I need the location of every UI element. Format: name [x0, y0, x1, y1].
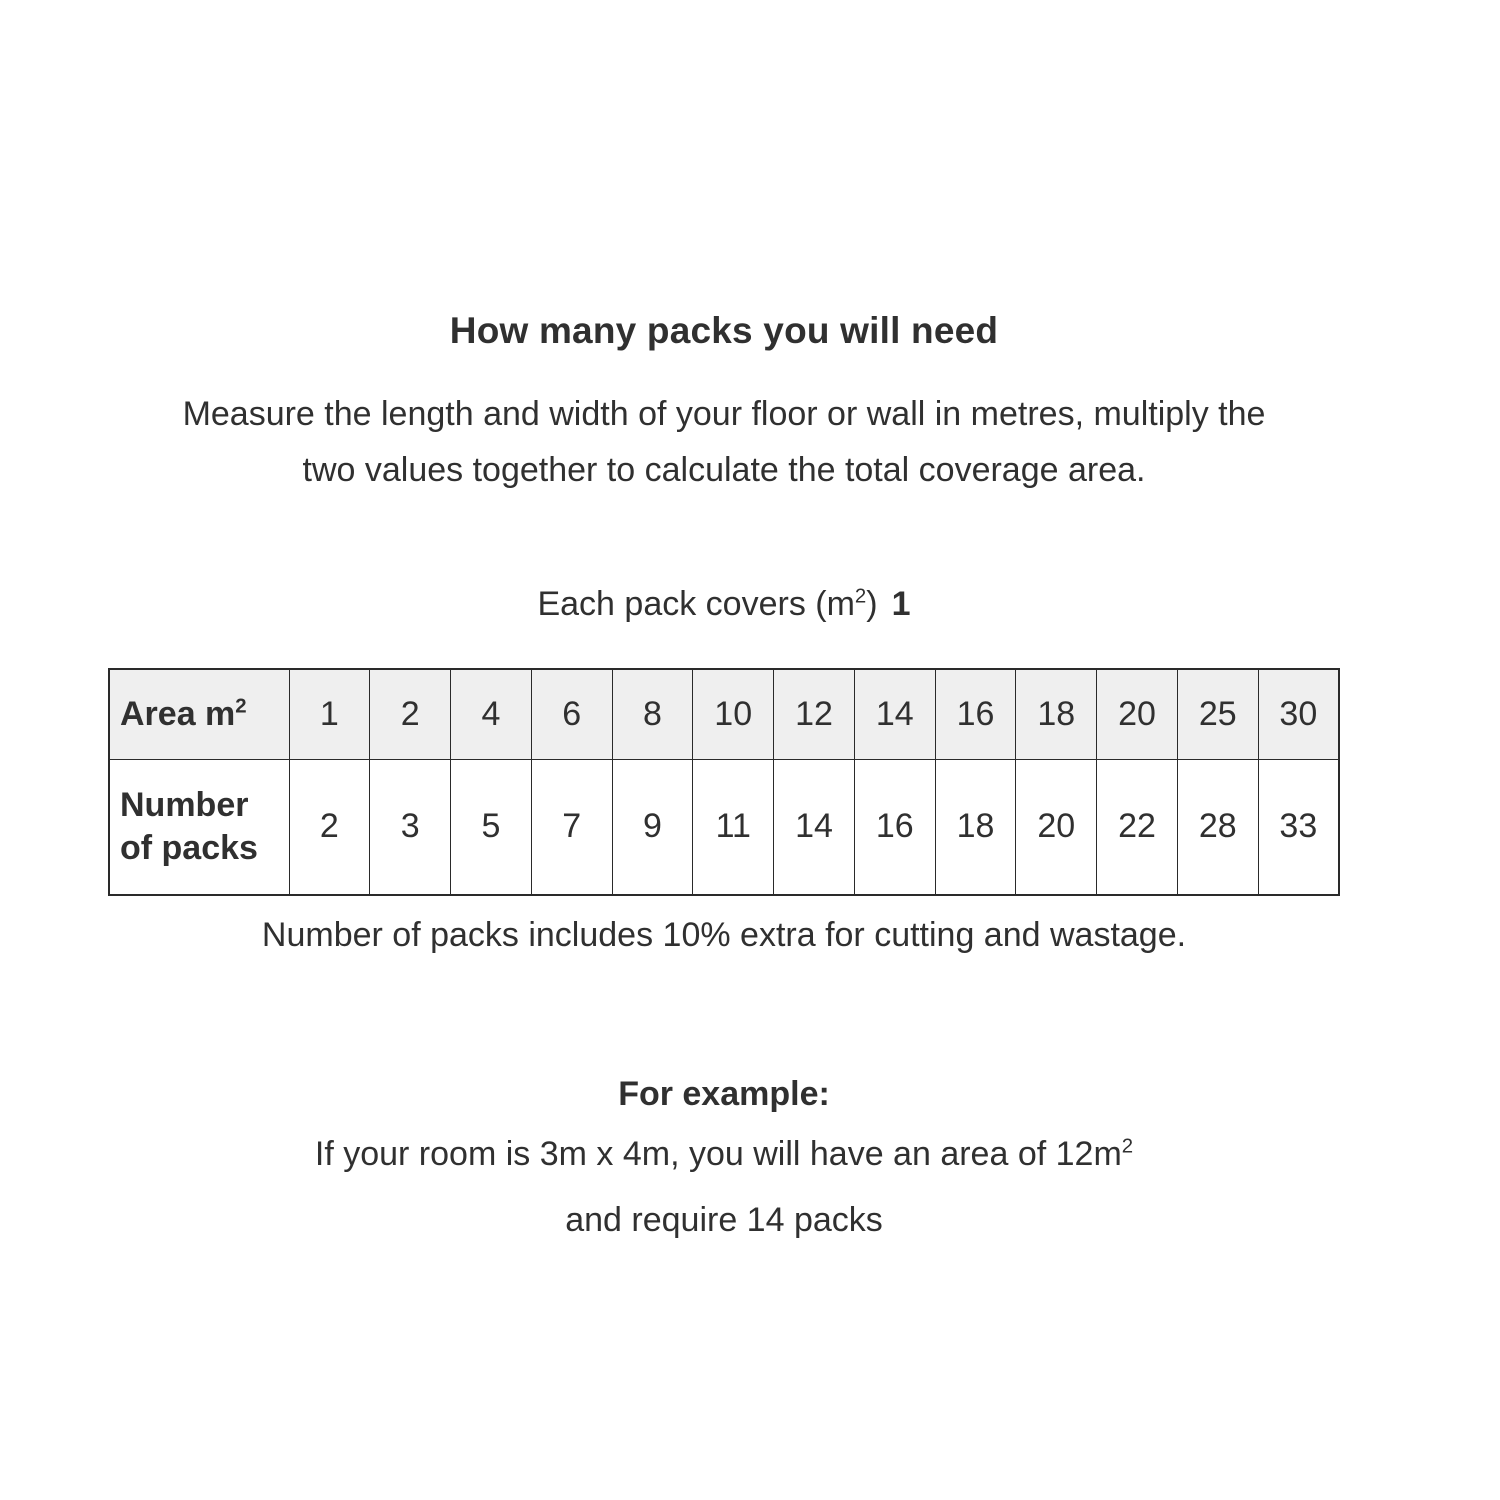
area-row-label	[109, 669, 289, 759]
packs-value-cell: 11	[693, 759, 774, 895]
packs-value-cell: 14	[774, 759, 855, 895]
area-label-superscript: 2	[235, 695, 247, 718]
packs-value-cell: 20	[1016, 759, 1097, 895]
example-line-2: and require 14 packs	[565, 1201, 883, 1239]
intro-line-1: Measure the length and width of your floor or wall in metres, multiply the	[182, 395, 1266, 433]
content-column	[104, 0, 1344, 1246]
page-title: How many packs you will need	[449, 310, 999, 351]
intro-paragraph	[104, 386, 1344, 498]
packs-value-cell: 9	[612, 759, 693, 895]
packs-value-cell: 18	[935, 759, 1016, 895]
area-value-cell: 6	[531, 669, 612, 759]
area-value-cell: 18	[1016, 669, 1097, 759]
area-label-text: Area m	[120, 695, 236, 733]
area-row	[109, 669, 1339, 759]
pack-coverage-prefix: Each pack covers (m	[537, 585, 855, 623]
pack-coverage-superscript: 2	[854, 585, 867, 608]
area-value-cell: 2	[370, 669, 451, 759]
example-heading: For example:	[618, 1075, 830, 1113]
packs-value-cell: 5	[451, 759, 532, 895]
packs-row-label: Number of packs	[109, 759, 289, 895]
example-line-1-superscript: 2	[1121, 1135, 1134, 1158]
area-value-cell: 16	[935, 669, 1016, 759]
area-value-cell: 8	[612, 669, 693, 759]
pack-coverage-line	[104, 580, 1344, 628]
packs-row	[109, 759, 1339, 895]
pack-coverage-value: 1	[891, 585, 911, 623]
packs-value-cell: 3	[370, 759, 451, 895]
packs-value-cell: 22	[1097, 759, 1178, 895]
area-value-cell: 30	[1258, 669, 1339, 759]
area-value-cell: 12	[774, 669, 855, 759]
area-value-cell: 10	[693, 669, 774, 759]
area-value-cell: 14	[854, 669, 935, 759]
area-value-cell: 4	[451, 669, 532, 759]
example-line-1	[104, 1128, 1344, 1180]
packs-value-cell: 7	[531, 759, 612, 895]
packs-value-cell: 33	[1258, 759, 1339, 895]
wastage-note: Number of packs includes 10% extra for cutting and wastage.	[261, 916, 1187, 954]
intro-line-2: two values together to calculate the total coverage area.	[302, 451, 1146, 489]
example-line-1-text: If your room is 3m x 4m, you will have an area of 12m	[314, 1135, 1122, 1173]
pack-coverage-close-paren: )	[866, 585, 878, 623]
packs-table	[108, 668, 1340, 896]
packs-value-cell: 2	[289, 759, 370, 895]
area-value-cell: 25	[1177, 669, 1258, 759]
packs-value-cell: 28	[1177, 759, 1258, 895]
packs-value-cell: 16	[854, 759, 935, 895]
area-value-cell: 1	[289, 669, 370, 759]
area-value-cell: 20	[1097, 669, 1178, 759]
